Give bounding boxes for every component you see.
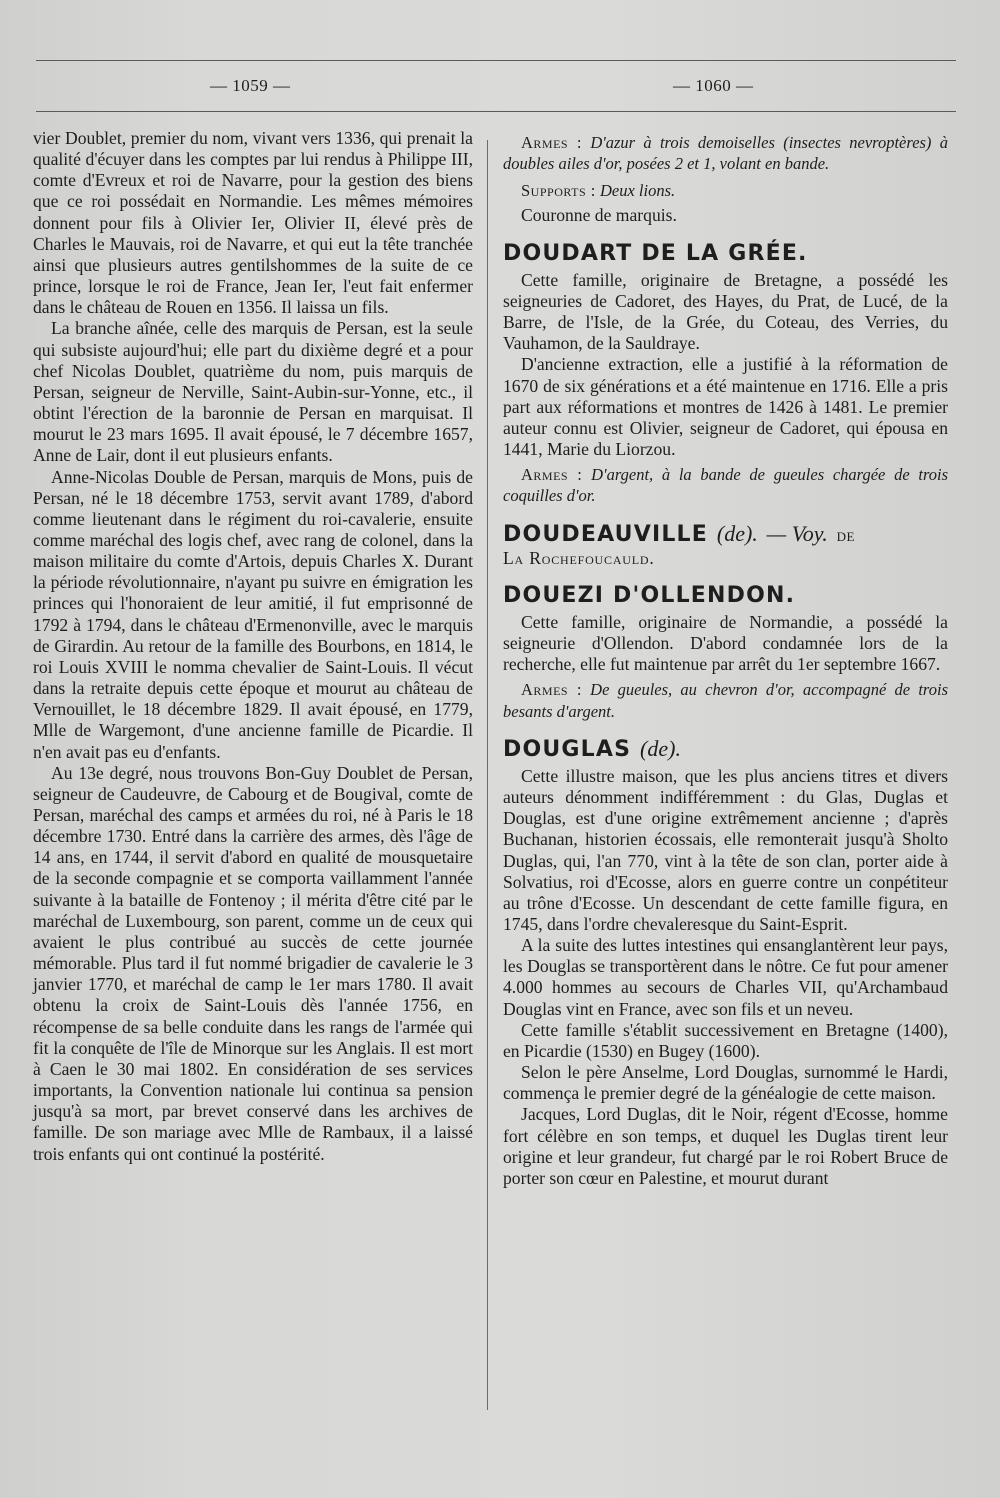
entry-heading-doudeauville [503, 520, 948, 547]
heading-voy: — Voy. [766, 520, 828, 546]
right-column [503, 128, 948, 1189]
paragraph: Cette famille, originaire de Normandie, a possédé la seigneurie d'Ollendon. D'abord condamnée lors de la recherche, elle fut maintenue par arrêt du 1er septembre 1667. [503, 611, 948, 675]
paragraph: Cette famille, originaire de Bretagne, a possédé les seigneuries de Cadoret, des Hayes, du Prat, de Lucé, de la Barre, de l'Isle, de la Grée, du Coteau, des Verries, du Vauhamon, de la Sauldraye. [503, 269, 948, 354]
left-column [33, 128, 473, 1165]
paragraph: Jacques, Lord Duglas, dit le Noir, régent d'Ecosse, homme fort célèbre en son temps, et duquel les Duglas tirent leur origine et leur grandeur, fut chargé par le roi Robert Bruce de porter son cœur en Palestine, et mourut durant [503, 1104, 948, 1188]
armes-blazon [503, 679, 948, 721]
heading-name: DOUDEAUVILLE [503, 521, 709, 547]
supports-label: Supports : [521, 181, 596, 201]
paragraph: D'ancienne extraction, elle a justifié à la réformation de 1670 de six générations et a été maintenue en 1716. Elle a pris part aux réformations et montres de 1426 à 1481. Le premier auteur connu est Olivier, seigneur de Cadoret, qui épousa en 1441, Marie du Liorzou. [503, 354, 948, 460]
supports-text: Deux lions. [599, 181, 676, 201]
column-divider [487, 140, 488, 1410]
couronne-line: Couronne de marquis. [521, 205, 677, 226]
paragraph: Au 13e degré, nous trouvons Bon-Guy Doublet de Persan, seigneur de Caudeuvre, de Cabourg et de Bougival, comte de Persan, maréchal des camps et armées du roi, né à Paris le 18 décembre 1730. Entré dans la carrière des armes, dès l'âge de 14 ans, en 1744, il servit d'abord en qualité de mousquetaire de la seconde compagnie et se comporta vaillamment l'année suivante à la bataille de Fontenoy ; il mérita d'être cité par le maréchal de Luxembourg, son parent, comme un de ceux qui avaient le plus contribué au succès de cette journée mémorable. Plus tard il fut nommé brigadier de cavalerie le 3 janvier 1770, et maréchal de camp le 1er mars 1780. Il avait obtenu la croix de Saint-Louis dès l'année 1756, en récompense de sa belle conduite dans les rangs de l'armée qui fit la conquête de l'île de Minorque sur les Anglais. Il est mort à Caen le 30 mai 1802. En considération de ses services importants, la Convention nationale lui continua sa pension jusqu'à sa mort, par brevet conservé dans les archives de famille. De son mariage avec Mlle de Rambaux, il a laissé trois enfants qui ont continué la postérité. [33, 762, 473, 1164]
paragraph: Cette famille s'établit successivement en Bretagne (1400), en Picardie (1530) en Bugey (1600). [503, 1019, 948, 1061]
entry-heading-douezi: DOUEZI D'OLLENDON. [503, 582, 796, 608]
right-page-number: — 1060 — [673, 76, 754, 95]
armes-label: Armes : [521, 133, 582, 152]
header-rule-top [36, 60, 956, 61]
paragraph: vier Doublet, premier du nom, vivant vers 1336, qui prenait la qualité d'écuyer dans les comptes par lui rendus à Philippe III, comte d'Evreux et roi de Navarre, pour la gestion des biens que ce roi possédait en Normandie. Les mêmes mémoires donnent pour fils à Olivier Ier, Olivier II, élevé près de Charles le Mauvais, roi de Navarre, et qui eut la tête tranchée ainsi que plusieurs autres gentilshommes de la suite de ce prince, lorsque le roi de France, Jean Ier, l'eut fait enfermer dans le château de Rouen en 1356. Il laissa un fils. [33, 128, 473, 318]
entry-heading-doudart: DOUDART DE LA GRÉE. [503, 240, 808, 266]
paragraph: La branche aînée, celle des marquis de Persan, est la seule qui subsiste aujourd'hui; elle part du dixième degré et a pour chef Nicolas Doublet, quatrième du nom, puis marquis de Persan, seigneur de Nerville, Saint-Aubin-sur-Yonne, etc., il obtint l'érection de la baronnie de Persan en marquisat. Il mourut le 23 mars 1695. Il avait épousé, le 7 décembre 1657, Anne de Lair, dont il eut plusieurs enfants. [33, 318, 473, 466]
cross-reference: La Rochefoucauld. [503, 547, 655, 568]
left-page-number: — 1059 — [210, 76, 291, 95]
armes-blazon [503, 464, 948, 506]
armes-blazon [503, 132, 948, 174]
paragraph: Anne-Nicolas Double de Persan, marquis de Mons, puis de Persan, né le 18 décembre 1753, servit avant 1789, d'abord comme lieutenant dans le régiment du roi-cavalerie, ensuite comme maréchal des logis chef, avec rang de colonel, dans la maison militaire du comte d'Artois, depuis Charles X. Durant la période révolutionnaire, n'ayant pu suivre en émigration les princes qui l'honoraient de leur amitié, il fut emprisonné de 1792 à 1794, dans le château d'Ermenonville, avec le marquis de Girardin. Au retour de la famille des Bourbons, en 1814, le roi Louis XVIII le nomma chevalier de Saint-Louis. Il vécut dans la retraite depuis cette époque et mourut au château de Vernouillet, le 18 décembre 1829. Il avait épousé, en 1779, Mlle de Wargemont, d'une ancienne famille de Picardie. Il n'en avait pas eu d'enfants. [33, 466, 473, 762]
heading-name: DOUGLAS [503, 736, 632, 762]
armes-label: Armes : [521, 680, 582, 700]
armes-text: De gueules, au chevron d'or, accompagné de trois besants d'argent. [503, 680, 948, 721]
heading-particle: (de). [716, 520, 758, 546]
paragraph: Selon le père Anselme, Lord Douglas, surnommé le Hardi, commença le premier degré de la généalogie de cette maison. [503, 1062, 948, 1104]
armes-text: D'azur à trois demoiselles (insectes nevroptères) à doubles ailes d'or, posées 2 et 1, volant en bande. [503, 133, 948, 174]
armes-text: D'argent, à la bande de gueules chargée de trois coquilles d'or. [503, 465, 949, 506]
paragraph: Cette illustre maison, que les plus anciens titres et divers auteurs dénomment indifféremment : du Glas, Duglas et Douglas, est d'une origine extrêmement ancienne ; d'après Buchanan, historien écossais, elle remonterait jusqu'à Sholto Duglas, qui, l'an 770, vint à la tête de son clan, porter aide à Solvatius, roi d'Ecosse, alors en guerre contre un conpétiteur au trône d'Ecosse. Un descendant de cette famille figura, en 1745, dans l'ordre chevaleresque du Saint-Esprit. [503, 765, 948, 934]
heading-particle: (de). [640, 735, 681, 761]
entry-heading-douglas [503, 735, 948, 762]
heading-ref: de [836, 524, 855, 546]
armes-label: Armes : [521, 465, 583, 485]
header-rule-bottom [36, 111, 956, 112]
supports-line [503, 180, 948, 201]
paragraph: A la suite des luttes intestines qui ensanglantèrent leur pays, les Douglas se transportèrent dans le nôtre. Ce fut pour amener 4.000 hommes au secours de Charles VII, qu'Archambaud Douglas vint en France, avec son fils et un neveu. [503, 935, 948, 1019]
